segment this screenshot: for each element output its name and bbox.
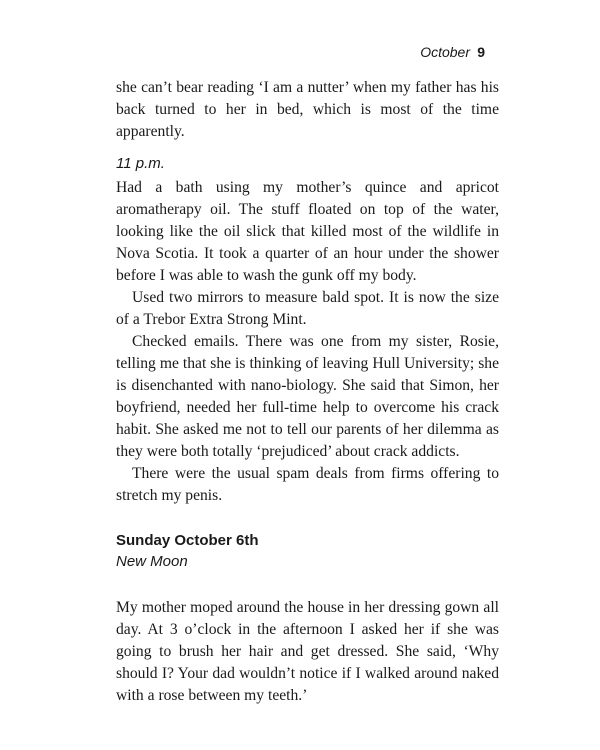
entry-sunday-body [116, 597, 499, 707]
page-number: 9 [477, 44, 485, 60]
body-paragraph-bath: Had a bath using my mother’s quince and apricot aromatherapy oil. The stuff floated on top of the water, looking like the oil slick that killed most of the wildlife in Nova Scotia. It took a quarter of an hour under the shower before I was able to wash the gunk off my body. [116, 179, 499, 284]
body-paragraph-sunday: My mother moped around the house in her dressing gown all day. At 3 o’clock in the afternoon I asked her if she was going to brush her hair and get dressed. She said, ‘Why should I? Your dad wouldn’t notice if I walked around naked with a rose between my teeth.’ [116, 599, 499, 704]
body-paragraph-emails: Checked emails. There was one from my sister, Rosie, telling me that she is thinking of leaving Hull University; she is disenchanted with nano-biology. She said that Simon, her boyfriend, needed her full-time help to overcome his crack habit. She asked me not to tell our parents of her dilemma as they were both totally ‘prejudiced’ about crack addicts. [116, 333, 499, 460]
opening-paragraph: she can’t bear reading ‘I am a nutter’ when my father has his back turned to her in bed, which is most of the time apparently. [116, 79, 499, 140]
time-heading: 11 p.m. [116, 155, 165, 172]
running-head: October [420, 44, 470, 60]
moon-phase-heading: New Moon [116, 553, 188, 570]
body-paragraph-bald-spot: Used two mirrors to measure bald spot. It is now the size of a Trebor Extra Strong Mint. [116, 289, 499, 328]
body-paragraph-spam: There were the usual spam deals from firms offering to stretch my penis. [116, 465, 499, 504]
date-heading: Sunday October 6th [116, 532, 259, 549]
entry-11pm-body [116, 177, 499, 507]
opening-text [116, 77, 499, 143]
